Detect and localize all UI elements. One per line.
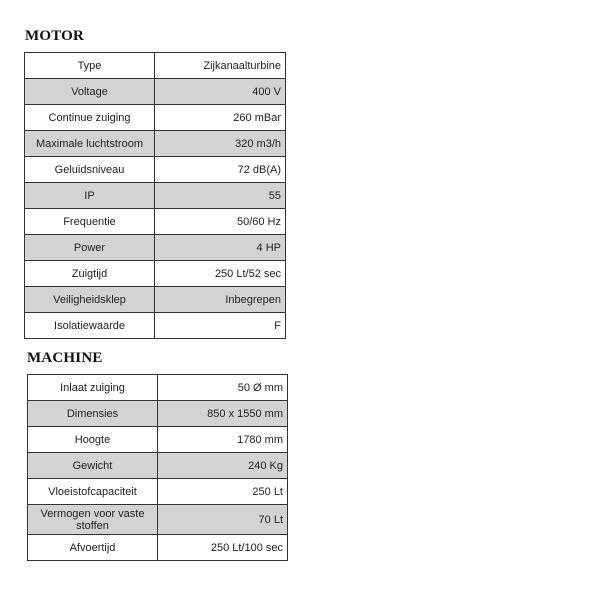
spec-value: 850 x 1550 mm [158, 401, 288, 427]
table-row [25, 53, 286, 79]
spec-value: 240 Kg [158, 453, 288, 479]
spec-value: 55 [155, 183, 286, 209]
spec-label: Isolatiewaarde [25, 313, 155, 339]
table-row [28, 401, 288, 427]
spec-value: 250 Lt [158, 479, 288, 505]
spec-label: IP [25, 183, 155, 209]
machine-spec-table [27, 374, 288, 561]
spec-label: Voltage [25, 79, 155, 105]
spec-label: Vloeistofcapaciteit [28, 479, 158, 505]
spec-label: Type [25, 53, 155, 79]
motor-spec-table [24, 52, 286, 339]
table-row [28, 479, 288, 505]
spec-value: 50/60 Hz [155, 209, 286, 235]
spec-label: Maximale luchtstroom [25, 131, 155, 157]
table-row [25, 261, 286, 287]
spec-value: 400 V [155, 79, 286, 105]
spec-value: 4 HP [155, 235, 286, 261]
table-row [25, 183, 286, 209]
motor-section-title: MOTOR [25, 28, 85, 44]
spec-label: Vermogen voor vaste stoffen [28, 505, 158, 535]
table-row [25, 79, 286, 105]
spec-label: Hoogte [28, 427, 158, 453]
spec-label: Veiligheidsklep [25, 287, 155, 313]
table-row [25, 105, 286, 131]
spec-label: Continue zuiging [25, 105, 155, 131]
spec-label: Dimensies [28, 401, 158, 427]
table-row [28, 453, 288, 479]
spec-label: Inlaat zuiging [28, 375, 158, 401]
spec-label: Zuigtijd [25, 261, 155, 287]
spec-label: Geluidsniveau [25, 157, 155, 183]
spec-value: 1780 mm [158, 427, 288, 453]
spec-value: 260 mBar [155, 105, 286, 131]
spec-label: Afvoertijd [28, 535, 158, 561]
spec-value: Zijkanaalturbine [155, 53, 286, 79]
table-row [28, 427, 288, 453]
table-row [25, 235, 286, 261]
spec-value: 250 Lt/100 sec [158, 535, 288, 561]
table-row [28, 375, 288, 401]
table-row [28, 535, 288, 561]
spec-value: Inbegrepen [155, 287, 286, 313]
table-row [25, 209, 286, 235]
spec-label: Power [25, 235, 155, 261]
spec-value: 250 Lt/52 sec [155, 261, 286, 287]
spec-value: 50 Ø mm [158, 375, 288, 401]
spec-value: 70 Lt [158, 505, 288, 535]
table-row [28, 505, 288, 535]
table-row [25, 157, 286, 183]
table-row [25, 313, 286, 339]
table-row [25, 131, 286, 157]
spec-value: F [155, 313, 286, 339]
spec-value: 72 dB(A) [155, 157, 286, 183]
spec-value: 320 m3/h [155, 131, 286, 157]
spec-label: Gewicht [28, 453, 158, 479]
machine-section-title: MACHINE [27, 350, 103, 366]
spec-label: Frequentie [25, 209, 155, 235]
table-row [25, 287, 286, 313]
